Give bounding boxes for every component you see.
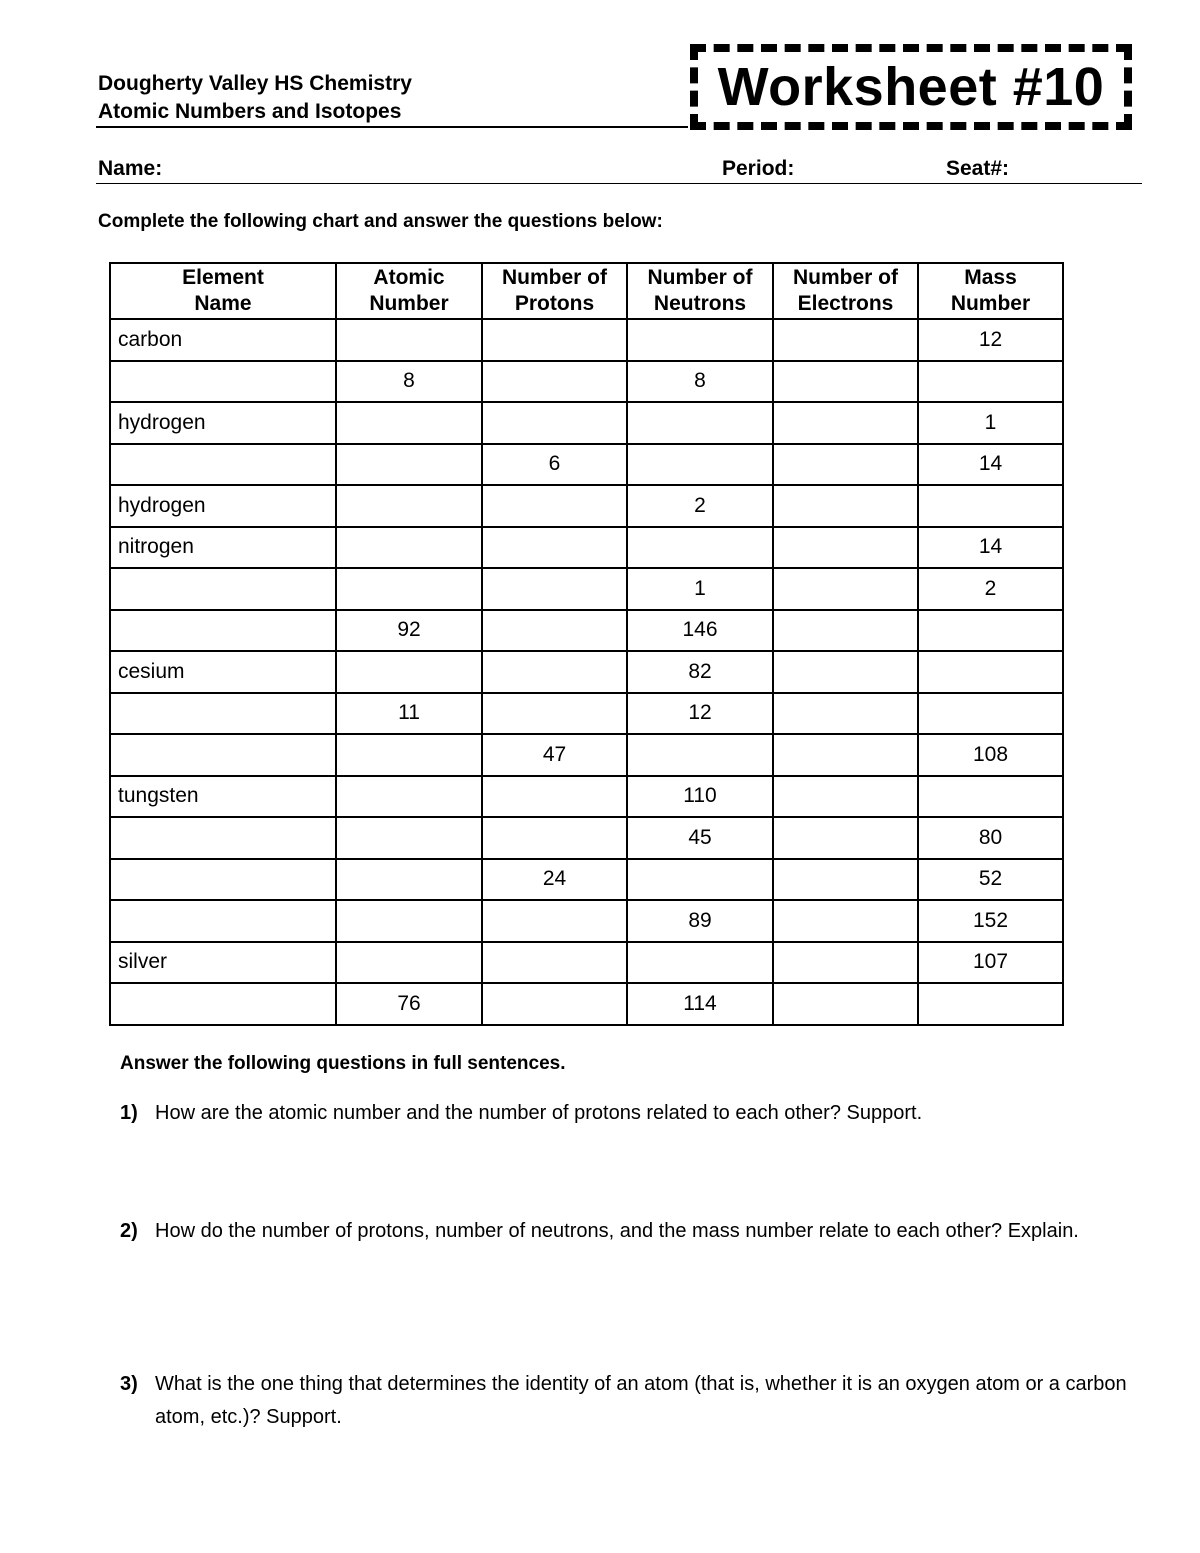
table-cell: 2 — [627, 485, 773, 527]
table-cell — [482, 693, 627, 735]
table-cell — [336, 900, 482, 942]
table-cell — [336, 527, 482, 569]
question-text: How are the atomic number and the number of protons related to each other? Support. — [155, 1102, 923, 1124]
table-cell — [773, 319, 918, 361]
table-cell — [627, 319, 773, 361]
column-header — [110, 263, 336, 319]
table-cell: 110 — [627, 776, 773, 818]
element-name-cell: carbon — [110, 319, 336, 361]
table-cell — [918, 776, 1063, 818]
table-cell: 1 — [627, 568, 773, 610]
table-cell — [773, 983, 918, 1025]
period-label: Period: — [722, 157, 795, 180]
question-3 — [120, 1368, 1160, 1434]
table-cell — [482, 610, 627, 652]
column-header — [773, 263, 918, 319]
table-row — [110, 942, 1063, 984]
column-header — [336, 263, 482, 319]
question-text: What is the one thing that determines the identity of an atom (that is, whether it is an oxygen atom or a carbon atom, etc.)? Support. — [155, 1373, 1127, 1428]
column-header-line: Number of — [502, 266, 607, 289]
table-row — [110, 361, 1063, 403]
name-label: Name: — [98, 157, 163, 180]
column-header-line: Atomic — [373, 266, 445, 289]
element-name-cell — [110, 817, 336, 859]
table-cell — [918, 610, 1063, 652]
table-cell: 6 — [482, 444, 627, 486]
questions-heading: Answer the following questions in full sentences. — [120, 1053, 566, 1074]
element-name-cell — [110, 859, 336, 901]
column-header-line: Number of — [793, 266, 898, 289]
table-cell — [336, 651, 482, 693]
table-cell — [336, 859, 482, 901]
header-rule — [96, 126, 688, 128]
table-cell — [336, 485, 482, 527]
element-name-cell — [110, 983, 336, 1025]
question-number: 3) — [120, 1373, 138, 1395]
table-cell — [918, 693, 1063, 735]
table-row — [110, 734, 1063, 776]
question-number: 1) — [120, 1102, 138, 1124]
element-name-cell: tungsten — [110, 776, 336, 818]
element-name-cell — [110, 361, 336, 403]
table-cell — [627, 527, 773, 569]
element-name-cell — [110, 610, 336, 652]
table-row — [110, 402, 1063, 444]
element-name-cell: cesium — [110, 651, 336, 693]
table-cell: 80 — [918, 817, 1063, 859]
table-row — [110, 485, 1063, 527]
table-cell — [482, 568, 627, 610]
seat-label: Seat#: — [946, 157, 1010, 180]
column-header — [918, 263, 1063, 319]
table-cell — [773, 361, 918, 403]
element-name-cell — [110, 444, 336, 486]
table-cell — [918, 485, 1063, 527]
table-cell: 114 — [627, 983, 773, 1025]
table-cell — [773, 693, 918, 735]
name-line — [96, 183, 1142, 184]
element-name-cell: silver — [110, 942, 336, 984]
table-cell — [773, 900, 918, 942]
table-cell — [627, 402, 773, 444]
school-title: Dougherty Valley HS Chemistry — [98, 72, 412, 95]
table-cell: 146 — [627, 610, 773, 652]
element-name-cell — [110, 568, 336, 610]
column-header-line: Number — [950, 292, 1031, 315]
column-header-line: Mass — [964, 266, 1017, 289]
worksheet-number-box — [690, 44, 1132, 130]
table-cell: 2 — [918, 568, 1063, 610]
table-cell: 108 — [918, 734, 1063, 776]
element-name-cell: hydrogen — [110, 485, 336, 527]
table-row — [110, 527, 1063, 569]
table-row — [110, 651, 1063, 693]
table-cell: 107 — [918, 942, 1063, 984]
table-row — [110, 693, 1063, 735]
table-cell — [773, 817, 918, 859]
column-header-line: Name — [194, 292, 252, 315]
element-name-cell: hydrogen — [110, 402, 336, 444]
table-cell — [627, 444, 773, 486]
table-row — [110, 983, 1063, 1025]
worksheet-topic: Atomic Numbers and Isotopes — [98, 100, 402, 123]
table-cell — [773, 444, 918, 486]
element-name-cell — [110, 693, 336, 735]
element-name-cell — [110, 900, 336, 942]
column-header-line: Number — [369, 292, 449, 315]
table-cell — [482, 527, 627, 569]
table-cell — [482, 776, 627, 818]
table-cell — [482, 900, 627, 942]
table-cell — [773, 942, 918, 984]
table-cell — [482, 983, 627, 1025]
column-header-line: Electrons — [797, 292, 894, 315]
table-cell: 12 — [627, 693, 773, 735]
column-header-line: Element — [182, 266, 264, 289]
table-cell — [482, 942, 627, 984]
table-cell — [336, 734, 482, 776]
table-cell — [773, 610, 918, 652]
table-cell — [336, 444, 482, 486]
table-cell — [482, 319, 627, 361]
column-header-line: Number of — [647, 266, 753, 289]
table-cell — [918, 651, 1063, 693]
table-cell — [773, 485, 918, 527]
table-cell: 92 — [336, 610, 482, 652]
table-cell — [482, 651, 627, 693]
question-1 — [120, 1097, 1160, 1130]
table-cell — [627, 859, 773, 901]
table-cell: 52 — [918, 859, 1063, 901]
table-row — [110, 900, 1063, 942]
table-row — [110, 859, 1063, 901]
table-cell — [773, 734, 918, 776]
element-name-cell — [110, 734, 336, 776]
table-body — [110, 319, 1063, 1025]
table-cell: 11 — [336, 693, 482, 735]
table-cell — [773, 527, 918, 569]
table-cell — [336, 817, 482, 859]
table-cell — [773, 651, 918, 693]
worksheet-number: Worksheet #10 — [717, 57, 1105, 117]
table-cell — [773, 402, 918, 444]
table-cell: 82 — [627, 651, 773, 693]
column-header — [627, 263, 773, 319]
question-text: How do the number of protons, number of neutrons, and the mass number relate to each other? Explain. — [155, 1220, 1079, 1242]
table-cell: 152 — [918, 900, 1063, 942]
table-cell — [918, 983, 1063, 1025]
column-header-line: Protons — [514, 292, 595, 315]
table-cell — [773, 859, 918, 901]
table-cell — [336, 942, 482, 984]
table-row — [110, 319, 1063, 361]
table-cell: 45 — [627, 817, 773, 859]
table-cell — [482, 402, 627, 444]
table-cell — [918, 361, 1063, 403]
table-row — [110, 817, 1063, 859]
table-cell — [482, 361, 627, 403]
table-cell — [336, 402, 482, 444]
table-cell: 1 — [918, 402, 1063, 444]
column-header — [482, 263, 627, 319]
table-cell — [627, 734, 773, 776]
question-number: 2) — [120, 1220, 138, 1242]
table-cell: 14 — [918, 444, 1063, 486]
table-cell: 8 — [336, 361, 482, 403]
table-cell — [627, 942, 773, 984]
chart-instruction: Complete the following chart and answer the questions below: — [98, 211, 663, 232]
column-header-line: Neutrons — [653, 292, 747, 315]
table-cell — [336, 319, 482, 361]
isotope-chart — [109, 262, 1064, 1026]
table-cell: 12 — [918, 319, 1063, 361]
table-row — [110, 610, 1063, 652]
table-row — [110, 444, 1063, 486]
table-cell: 89 — [627, 900, 773, 942]
table-row — [110, 568, 1063, 610]
table-cell: 24 — [482, 859, 627, 901]
table-cell — [482, 485, 627, 527]
table-row — [110, 776, 1063, 818]
table-header-row — [110, 263, 1063, 319]
table-cell — [482, 817, 627, 859]
element-name-cell: nitrogen — [110, 527, 336, 569]
table-cell: 8 — [627, 361, 773, 403]
table-cell — [773, 568, 918, 610]
question-2 — [120, 1215, 1160, 1248]
table-cell: 14 — [918, 527, 1063, 569]
table-cell: 76 — [336, 983, 482, 1025]
table-cell — [773, 776, 918, 818]
table-cell — [336, 568, 482, 610]
table-cell — [336, 776, 482, 818]
table-cell: 47 — [482, 734, 627, 776]
